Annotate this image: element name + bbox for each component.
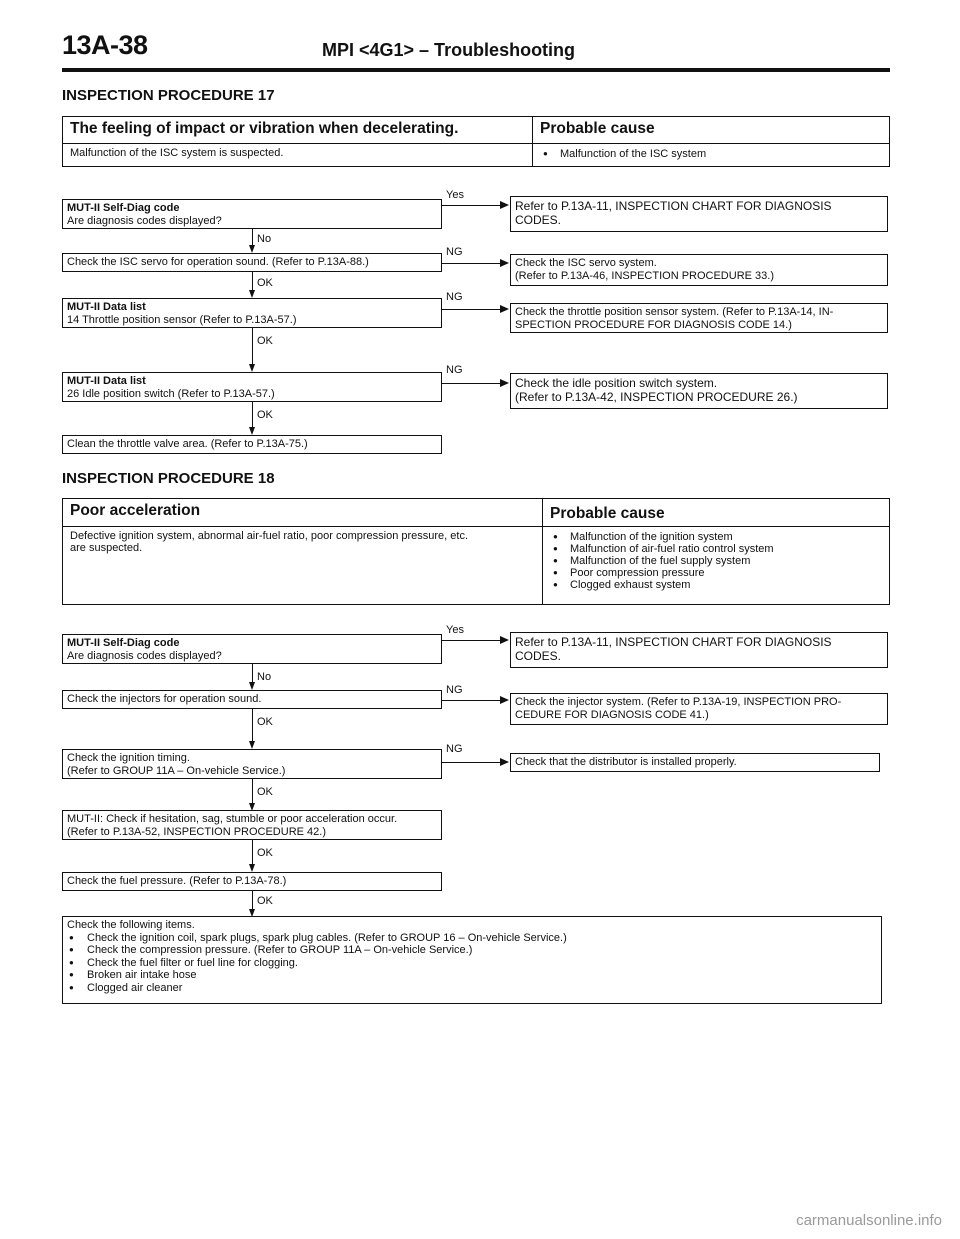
proc18-step1-bold: MUT-II Self-Diag code <box>67 637 180 649</box>
proc18-step-check-items <box>62 916 882 1004</box>
proc17-ng-result-2-line2: (Refer to P.13A-46, INSPECTION PROCEDURE 33.) <box>515 269 774 282</box>
proc17-symptom-table <box>62 116 890 167</box>
proc17-ok-line-3 <box>252 328 253 368</box>
proc17-ng-line-3 <box>442 309 505 310</box>
proc18-step3-line2: (Refer to GROUP 11A – On-vehicle Service.) <box>67 764 286 777</box>
proc17-yes-result <box>510 196 888 232</box>
proc18-ng-result-2 <box>510 693 888 725</box>
proc17-symptom: The feeling of impact or vibration when decelerating. <box>63 117 533 144</box>
proc17-ng-label-2: NG <box>446 246 463 258</box>
proc18-cause-item: ● Malfunction of the ignition system <box>550 531 882 543</box>
proc18-ok-label-5: OK <box>257 895 273 907</box>
proc17-ng-result-3-line1: Check the throttle position sensor system. (Refer to P.13A-14, IN- <box>515 306 834 318</box>
arrow-down-icon <box>249 682 255 690</box>
proc18-yes-line <box>442 640 505 641</box>
arrow-down-icon <box>249 245 255 253</box>
page-header-title: MPI <4G1> – Troubleshooting <box>322 40 576 60</box>
proc18-ng-line-3 <box>442 762 505 763</box>
proc17-ng-line-2 <box>442 263 505 264</box>
proc18-step-self-diag <box>62 634 442 664</box>
proc17-step3-text: 14 Throttle position sensor (Refer to P.13A-57.) <box>67 313 297 326</box>
proc18-step4-line1: MUT-II: Check if hesitation, sag, stumble or poor acceleration occur. <box>67 813 398 825</box>
arrow-right-icon <box>500 636 509 644</box>
proc17-title: INSPECTION PROCEDURE 17 <box>62 87 275 104</box>
arrow-right-icon <box>500 758 509 766</box>
proc18-symptom: Poor acceleration <box>63 499 543 527</box>
proc17-ng-result-4-line2: (Refer to P.13A-42, INSPECTION PROCEDURE 26.) <box>515 390 798 404</box>
proc18-yes-result-line2: CODES. <box>515 649 562 663</box>
proc18-cause-item: ● Poor compression pressure <box>550 567 882 579</box>
proc17-step-idle-switch <box>62 372 442 402</box>
proc17-ok-label-4: OK <box>257 409 273 421</box>
arrow-down-icon <box>249 427 255 435</box>
proc18-symptom-desc-line1: Defective ignition system, abnormal air-fuel ratio, poor compression pressure, etc. <box>70 530 469 542</box>
proc17-ng-result-3-line2: SPECTION PROCEDURE FOR DIAGNOSIS CODE 14.) <box>515 318 792 331</box>
proc18-cause-header: Probable cause <box>543 499 890 527</box>
proc18-ok-label-2: OK <box>257 716 273 728</box>
arrow-right-icon <box>500 696 509 704</box>
proc18-symptom-table <box>62 498 890 605</box>
proc17-ng-result-2-line1: Check the ISC servo system. <box>515 257 657 269</box>
proc18-ng-line-2 <box>442 700 505 701</box>
proc17-step-tps <box>62 298 442 328</box>
arrow-right-icon <box>500 201 509 209</box>
proc18-check-items-list <box>67 932 877 995</box>
proc17-cause-item: ● Malfunction of the ISC system <box>540 148 882 160</box>
proc17-step3-bold: MUT-II Data list <box>67 301 146 313</box>
proc17-step4-text: 26 Idle position switch (Refer to P.13A-57.) <box>67 387 275 400</box>
proc18-ng-label-2: NG <box>446 684 463 696</box>
proc18-ok-line-2 <box>252 709 253 745</box>
proc18-check-item: ● Check the ignition coil, spark plugs, spark plug cables. (Refer to GROUP 16 – On-vehicle Service.) <box>67 932 877 945</box>
proc18-cause-list <box>550 531 882 591</box>
proc17-yes-result-line2: CODES. <box>515 213 562 227</box>
proc18-ng-result-3: Check that the distributor is installed properly. <box>510 753 880 772</box>
page-number: 13A-38 <box>62 30 148 60</box>
proc17-cause-list <box>540 148 882 160</box>
proc18-step-ignition-timing <box>62 749 442 779</box>
proc17-step-clean-throttle: Clean the throttle valve area. (Refer to P.13A-75.) <box>62 435 442 454</box>
proc18-ng-label-3: NG <box>446 743 463 755</box>
proc18-step1-text: Are diagnosis codes displayed? <box>67 649 222 662</box>
proc18-check-item: ● Check the fuel filter or fuel line for clogging. <box>67 957 877 970</box>
proc17-ng-result-3 <box>510 303 888 333</box>
arrow-right-icon <box>500 259 509 267</box>
header-rule <box>62 68 890 72</box>
proc18-cause-item: ● Malfunction of air-fuel ratio control system <box>550 543 882 555</box>
proc18-check-item: ● Clogged air cleaner <box>67 982 877 995</box>
proc18-title: INSPECTION PROCEDURE 18 <box>62 470 275 487</box>
watermark: carmanualsonline.info <box>796 1212 942 1229</box>
proc17-step-self-diag <box>62 199 442 229</box>
proc17-step-isc-servo: Check the ISC servo for operation sound. (Refer to P.13A-88.) <box>62 253 442 272</box>
arrow-down-icon <box>249 741 255 749</box>
proc18-no-label: No <box>257 671 272 683</box>
proc17-ng-result-4-line1: Check the idle position switch system. <box>515 376 718 390</box>
proc18-ng-result-2-line1: Check the injector system. (Refer to P.13A-19, INSPECTION PRO- <box>515 696 842 708</box>
proc18-ok-label-4: OK <box>257 847 273 859</box>
proc18-check-items-title: Check the following items. <box>67 919 195 931</box>
arrow-right-icon <box>500 305 509 313</box>
proc17-ng-line-4 <box>442 383 505 384</box>
proc18-yes-result-line1: Refer to P.13A-11, INSPECTION CHART FOR DIAGNOSIS <box>515 635 832 649</box>
proc18-step4-line2: (Refer to P.13A-52, INSPECTION PROCEDURE 42.) <box>67 825 326 838</box>
proc18-cause-item: ● Clogged exhaust system <box>550 579 882 591</box>
proc17-ok-label-3: OK <box>257 335 273 347</box>
proc17-ng-label-4: NG <box>446 364 463 376</box>
proc18-step-hesitation <box>62 810 442 840</box>
proc18-step-injectors: Check the injectors for operation sound. <box>62 690 442 709</box>
proc18-yes-label: Yes <box>446 624 464 636</box>
proc18-step-fuel-pressure: Check the fuel pressure. (Refer to P.13A-78.) <box>62 872 442 891</box>
proc17-yes-label: Yes <box>446 189 464 201</box>
proc17-step1-text: Are diagnosis codes displayed? <box>67 214 222 227</box>
proc17-ng-result-2 <box>510 254 888 286</box>
proc17-step4-bold: MUT-II Data list <box>67 375 146 387</box>
proc17-step1-bold: MUT-II Self-Diag code <box>67 202 180 214</box>
proc17-symptom-desc: Malfunction of the ISC system is suspected. <box>63 144 533 167</box>
arrow-right-icon <box>500 379 509 387</box>
proc17-yes-result-line1: Refer to P.13A-11, INSPECTION CHART FOR DIAGNOSIS <box>515 199 832 213</box>
arrow-down-icon <box>249 364 255 372</box>
proc18-ng-result-2-line2: CEDURE FOR DIAGNOSIS CODE 41.) <box>515 708 709 721</box>
proc18-step3-line1: Check the ignition timing. <box>67 752 190 764</box>
proc17-cause-header: Probable cause <box>533 117 890 144</box>
proc17-ok-label-2: OK <box>257 277 273 289</box>
proc18-check-item: ● Check the compression pressure. (Refer to GROUP 11A – On-vehicle Service.) <box>67 944 877 957</box>
proc18-yes-result <box>510 632 888 668</box>
proc17-ng-result-4 <box>510 373 888 409</box>
proc18-symptom-desc <box>63 527 543 605</box>
proc17-no-label: No <box>257 233 272 245</box>
proc17-yes-line <box>442 205 505 206</box>
proc18-ok-label-3: OK <box>257 786 273 798</box>
proc18-symptom-desc-line2: are suspected. <box>70 542 143 554</box>
proc18-check-item: ● Broken air intake hose <box>67 969 877 982</box>
arrow-down-icon <box>249 290 255 298</box>
proc18-cause-item: ● Malfunction of the fuel supply system <box>550 555 882 567</box>
arrow-down-icon <box>249 864 255 872</box>
proc17-ng-label-3: NG <box>446 291 463 303</box>
